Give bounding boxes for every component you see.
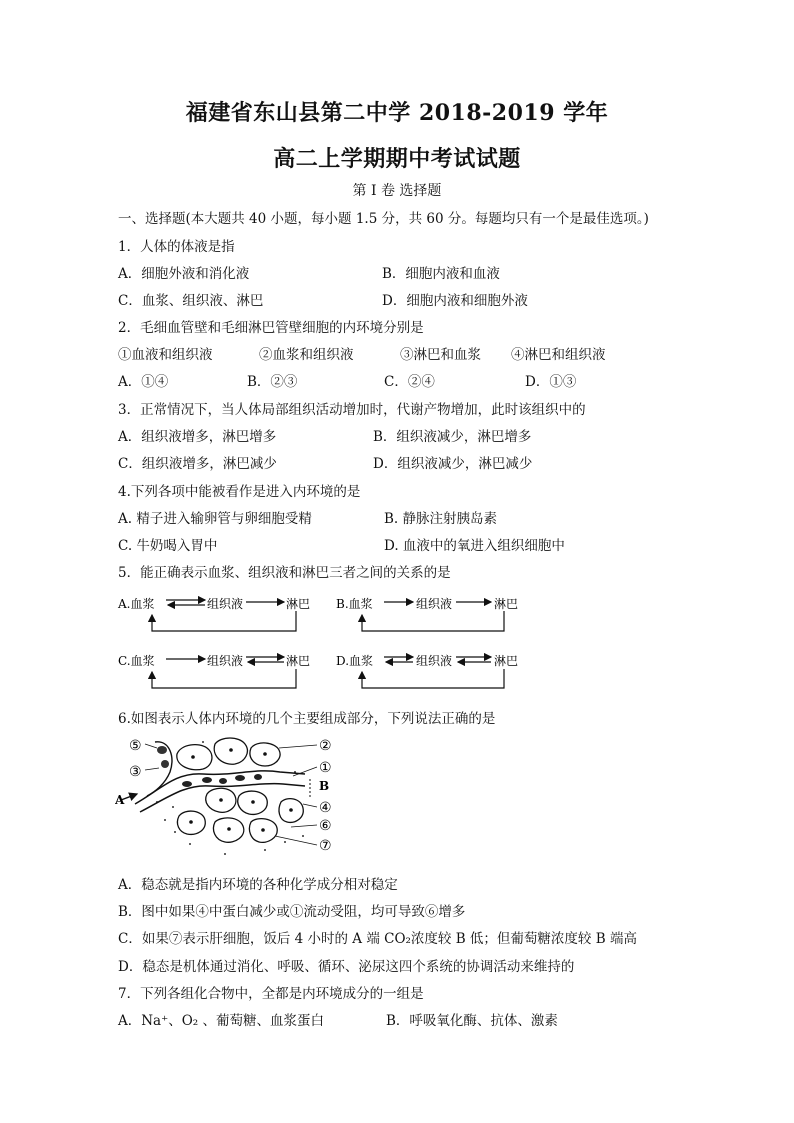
question-1-option-d: D．细胞内液和细胞外液 — [382, 293, 528, 309]
section-heading: 第 I 卷 选择题 — [352, 183, 442, 199]
diagram-b-label: B.血浆 — [336, 597, 373, 611]
question-2-option-c: C．②④ — [384, 374, 435, 390]
question-2-item-2: ②血浆和组织液 — [259, 347, 354, 363]
diagram-d-label: D.血浆 — [336, 654, 374, 668]
label-B: B — [319, 779, 330, 793]
question-4-option-a: A. 精子进入输卵管与卵细胞受精 — [118, 511, 312, 527]
diagram-d-mid: 组织液 — [416, 654, 453, 668]
question-7-option-a: A．Na⁺、O₂ 、葡萄糖、血浆蛋白 — [118, 1013, 325, 1029]
question-2-stem: 2．毛细血管壁和毛细淋巴管壁细胞的内环境分别是 — [118, 320, 424, 336]
tissue-cells — [177, 738, 303, 842]
question-4-option-c: C. 牛奶喝入胃中 — [118, 538, 218, 554]
question-4-option-b: B. 静脉注射胰岛素 — [384, 511, 498, 527]
label-3: ③ — [129, 764, 142, 780]
question-6-stem: 6.如图表示人体内环境的几个主要组成部分，下列说法正确的是 — [118, 711, 496, 727]
diagram-a-mid: 组织液 — [207, 597, 244, 611]
label-A: A — [115, 793, 125, 807]
diagram-a-end: 淋巴 — [286, 597, 311, 611]
question-5-diagrams — [110, 585, 540, 700]
question-2-item-1: ①血液和组织液 — [118, 347, 213, 363]
diagram-c-label: C.血浆 — [118, 654, 155, 668]
question-3-option-d: D．组织液减少，淋巴减少 — [373, 456, 533, 472]
diagram-d-end: 淋巴 — [494, 654, 519, 668]
question-3-option-c: C．组织液增多，淋巴减少 — [118, 456, 277, 472]
label-6: ⑥ — [319, 818, 332, 834]
question-3-option-a: A．组织液增多，淋巴增多 — [118, 429, 277, 445]
diagram-b-end: 淋巴 — [494, 597, 519, 611]
label-7: ⑦ — [319, 838, 332, 854]
diagram-b-mid: 组织液 — [416, 597, 453, 611]
diagram-a — [117, 596, 310, 631]
question-7-option-b: B．呼吸氧化酶、抗体、激素 — [386, 1013, 558, 1029]
question-1-option-a: A．细胞外液和消化液 — [118, 266, 250, 282]
question-2-option-a: A．①④ — [118, 374, 169, 390]
diagram-d — [336, 653, 518, 688]
instructions: 一、选择题(本大题共 40 小题，每小题 1.5 分，共 60 分。每题均只有一个是最佳选项。) — [118, 211, 649, 227]
question-4-option-d: D. 血液中的氧进入组织细胞中 — [384, 538, 565, 554]
label-2: ② — [319, 738, 332, 754]
exam-title-line1: 福建省东山县第二中学 2018-2019 学年 — [185, 100, 609, 126]
question-6-option-c: C．如果⑦表示肝细胞，饭后 4 小时的 A 端 CO₂浓度较 B 低；但葡萄糖浓度较 B 端高 — [118, 931, 637, 947]
question-2-option-d: D．①③ — [525, 374, 577, 390]
question-6-option-a: A．稳态就是指内环境的各种化学成分相对稳定 — [118, 877, 398, 893]
diagram-a-label: A.血浆 — [118, 597, 155, 611]
diagram-c-mid: 组织液 — [207, 654, 244, 668]
diagram-b — [336, 596, 518, 631]
question-3-stem: 3．正常情况下，当人体局部组织活动增加时，代谢产物增加，此时该组织中的 — [118, 402, 586, 418]
question-3-option-b: B．组织液减少，淋巴增多 — [373, 429, 532, 445]
question-7-stem: 7．下列各组化合物中，全都是内环境成分的一组是 — [118, 986, 424, 1002]
question-6-option-b: B．图中如果④中蛋白减少或①流动受阻，均可导致⑥增多 — [118, 904, 466, 920]
diagram-c — [118, 653, 310, 688]
question-4-stem: 4.下列各项中能被看作是进入内环境的是 — [118, 484, 361, 500]
diagram-c-end: 淋巴 — [286, 654, 311, 668]
label-4: ④ — [319, 800, 332, 816]
tissue-figure — [115, 732, 345, 862]
exam-title-line2: 高二上学期期中考试试题 — [273, 146, 521, 172]
label-1: ① — [319, 760, 332, 776]
question-5-stem: 5．能正确表示血浆、组织液和淋巴三者之间的关系的是 — [118, 565, 451, 581]
label-5: ⑤ — [129, 738, 142, 754]
question-1-option-c: C．血浆、组织液、淋巴 — [118, 293, 264, 309]
question-2-option-b: B．②③ — [247, 374, 298, 390]
question-2-item-4: ④淋巴和组织液 — [511, 347, 606, 363]
question-2-item-3: ③淋巴和血浆 — [400, 347, 481, 363]
question-1-stem: 1．人体的体液是指 — [118, 239, 235, 255]
question-1-option-b: B．细胞内液和血液 — [382, 266, 500, 282]
question-6-option-d: D．稳态是机体通过消化、呼吸、循环、泌尿这四个系统的协调活动来维持的 — [118, 959, 575, 975]
